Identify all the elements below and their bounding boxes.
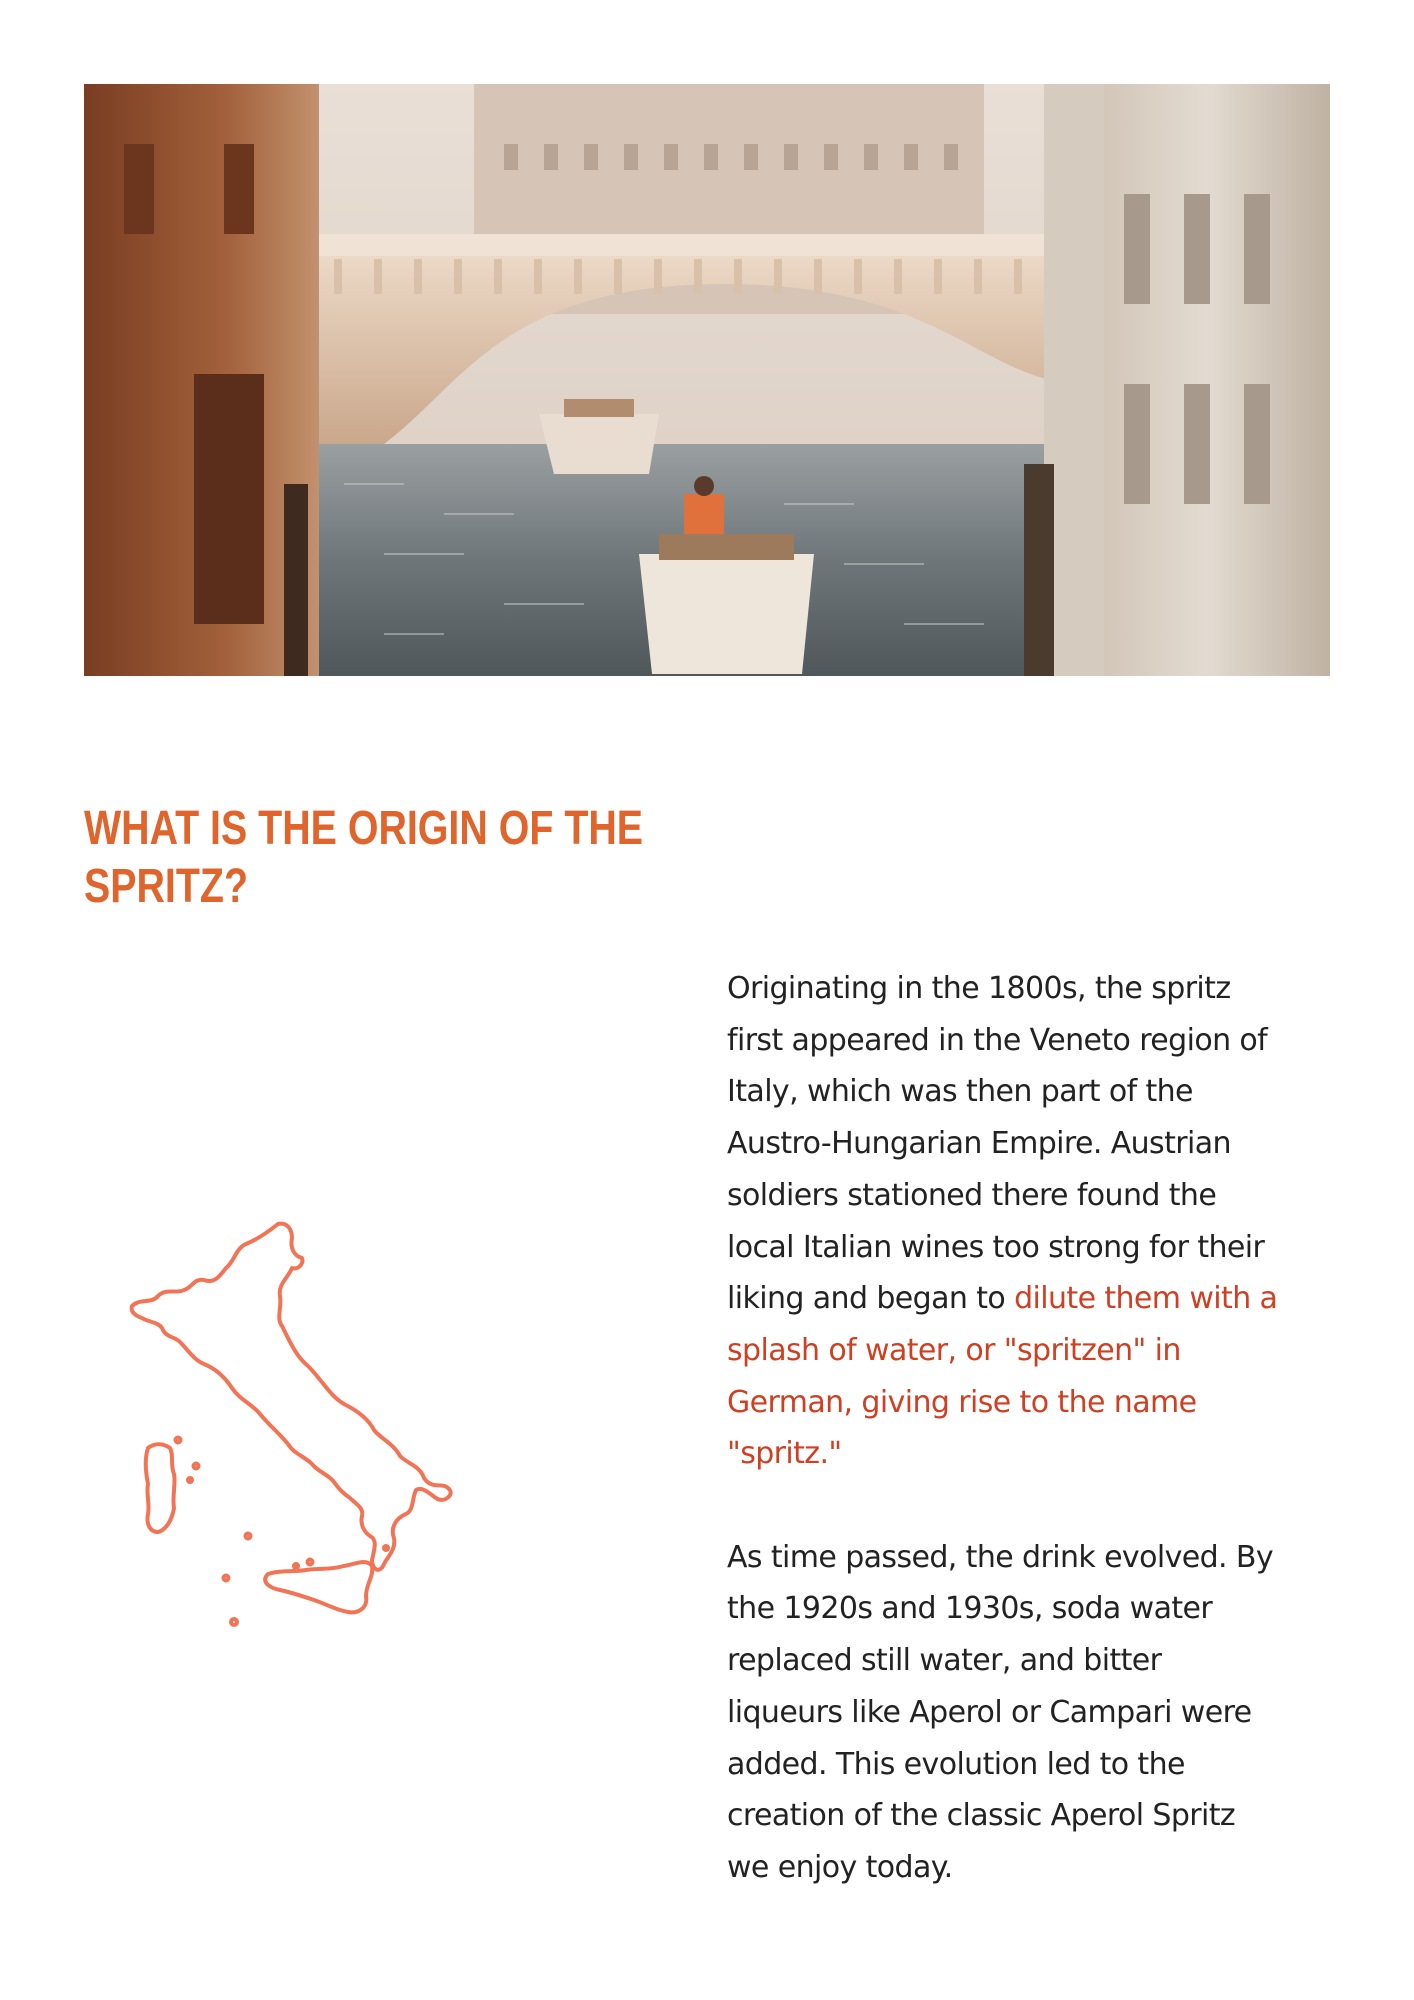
highlighted-text: German, giving rise to the name	[727, 1384, 1197, 1420]
paragraph-origin	[727, 963, 1327, 1480]
highlighted-text: dilute them with a	[1014, 1281, 1278, 1317]
text-line	[727, 1273, 1327, 1325]
text-line: the 1920s and 1930s, soda water	[727, 1591, 1213, 1627]
text-line: added. This evolution led to the	[727, 1746, 1185, 1782]
highlighted-text: splash of water, or "spritzen" in	[727, 1332, 1181, 1368]
text-line: As time passed, the drink evolved. By	[727, 1539, 1274, 1575]
text-line: Austro-Hungarian Empire. Austrian	[727, 1126, 1231, 1162]
text-line: local Italian wines too strong for their	[727, 1229, 1265, 1265]
italy-outline-icon	[118, 1218, 474, 1630]
highlighted-text: "spritz."	[727, 1436, 842, 1472]
text-line: soldiers stationed there found the	[727, 1177, 1217, 1213]
text-line: replaced still water, and bitter	[727, 1643, 1162, 1679]
text-line: Originating in the 1800s, the spritz	[727, 971, 1231, 1006]
body-text	[727, 963, 1327, 1894]
text-segment: liking and began to	[727, 1281, 1015, 1317]
text-line: Italy, which was then part of the	[727, 1074, 1193, 1110]
paragraph-evolution	[727, 1532, 1327, 1894]
text-line: creation of the classic Aperol Spritz	[727, 1798, 1236, 1834]
page-title-line: SPRITZ?	[84, 860, 248, 913]
text-line: we enjoy today.	[727, 1849, 953, 1885]
page-title-line: WHAT IS THE ORIGIN OF THE	[84, 802, 644, 855]
page-title	[84, 800, 644, 916]
text-line: first appeared in the Veneto region of	[727, 1022, 1268, 1058]
venice-canal-photo	[84, 84, 1330, 676]
text-line: liqueurs like Aperol or Campari were	[727, 1694, 1252, 1730]
